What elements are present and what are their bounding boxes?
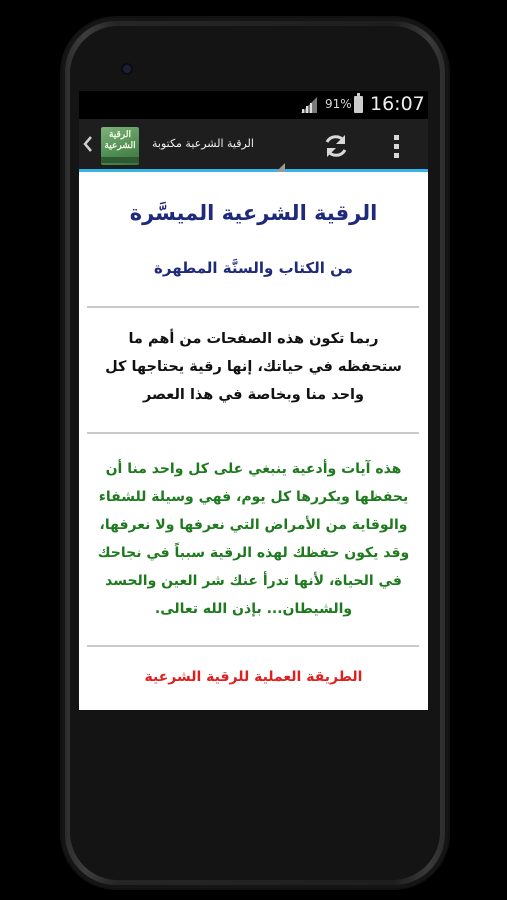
spinner-indicator-icon xyxy=(276,163,285,172)
content-footer xyxy=(79,645,428,710)
divider xyxy=(87,306,419,308)
status-bar xyxy=(79,91,428,119)
app-logo[interactable] xyxy=(101,127,139,165)
back-chevron-icon[interactable] xyxy=(83,133,97,155)
battery-icon xyxy=(354,96,363,113)
overflow-menu-button[interactable] xyxy=(391,133,401,159)
battery-percent: 91% xyxy=(325,97,352,111)
overflow-dot-icon xyxy=(394,153,399,158)
divider xyxy=(87,432,419,434)
content-area xyxy=(79,175,428,710)
refresh-icon xyxy=(322,132,350,160)
overflow-dot-icon xyxy=(394,135,399,140)
page-subtitle: من الكتاب والسنَّة المطهرة xyxy=(154,259,353,277)
description-paragraph: هذه آيات وأدعية ينبغي على كل واحد منا أن يحفظها ويكررها كل يوم، فهي وسيلة للشفاء والوقاية من الأمراض التي نعرفها ولا نعرفها، وقد يكون حفظك لهذه الرقية سبباً في نجاحك في الحياة، لأنها تدرأ عنك شر العين والحسد والشيطان... بإذن الله تعالى. xyxy=(97,461,410,617)
method-link[interactable]: الطريقة العملية للرقية الشرعية xyxy=(144,669,363,685)
page-title: الرقية الشرعية الميسَّرة xyxy=(129,201,378,225)
app-logo-text: الرقية الشرعية xyxy=(104,130,136,151)
action-bar xyxy=(79,119,428,172)
signal-icon xyxy=(300,96,318,114)
overflow-dot-icon xyxy=(394,144,399,149)
divider xyxy=(87,645,419,647)
intro-paragraph: ربما تكون هذه الصفحات من أهم ما ستحفظه في حياتك، إنها رقية يحتاجها كل واحد منا وبخاصة في هذا العصر xyxy=(105,331,402,403)
action-bar-title[interactable]: الرقية الشرعية مكتوبة xyxy=(152,137,254,150)
status-time: 16:07 xyxy=(370,93,425,115)
app-screen xyxy=(79,91,428,710)
app-logo-band xyxy=(101,157,139,163)
refresh-button[interactable] xyxy=(322,132,350,160)
front-camera xyxy=(123,65,131,73)
